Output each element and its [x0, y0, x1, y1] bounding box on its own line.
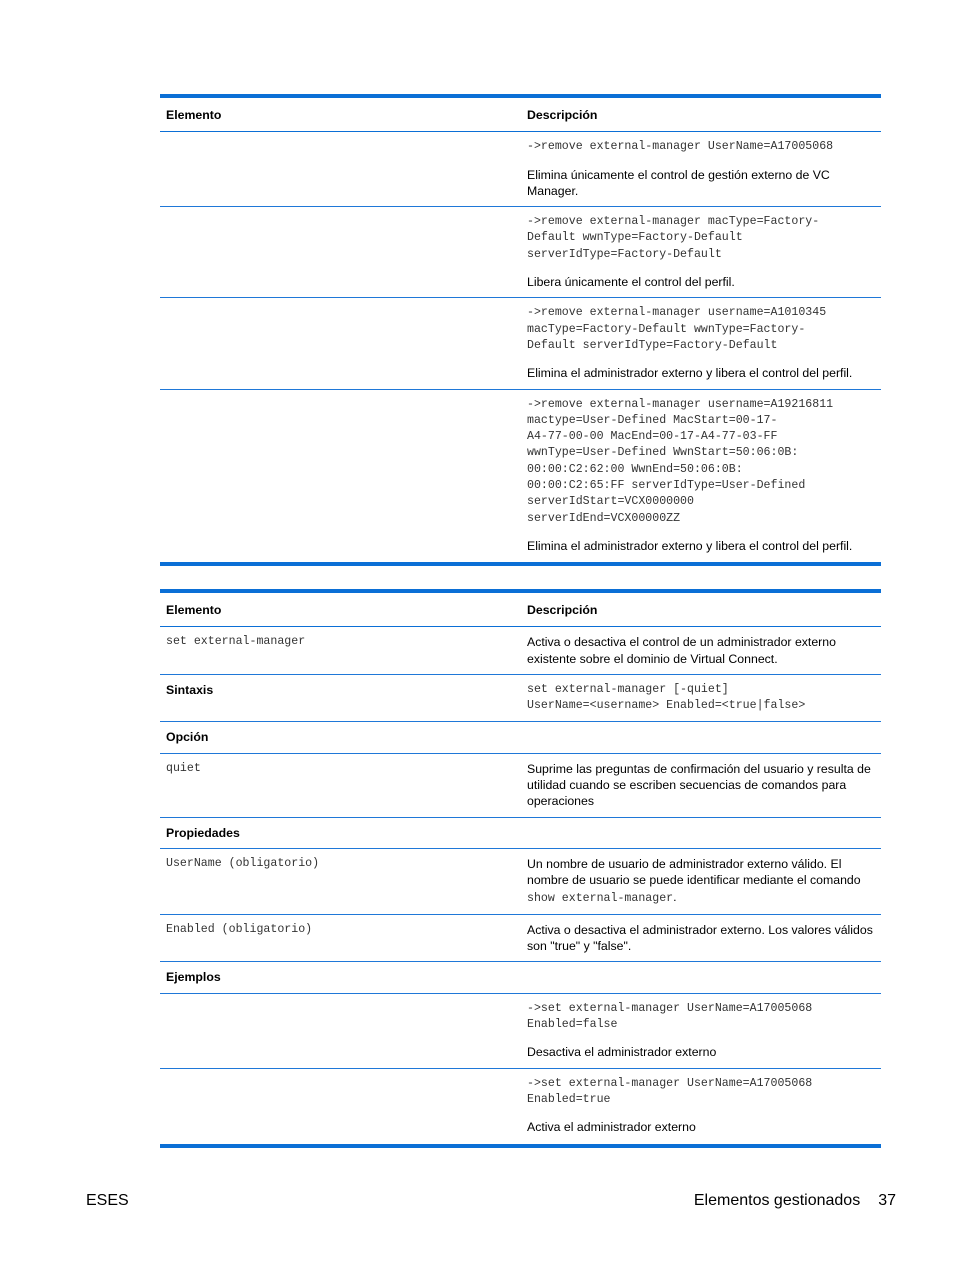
element-cell [160, 1068, 521, 1145]
empty-cell [521, 722, 881, 753]
header-elemento: Elemento [160, 96, 521, 132]
syntax-value: set external-manager [-quiet] UserName=<username> Enabled=<true|false> [521, 674, 881, 722]
description-cell [521, 993, 881, 1068]
table-row [160, 132, 881, 207]
table-row [160, 993, 881, 1068]
empty-cell [521, 817, 881, 848]
command-description: Activa el administrador externo [527, 1120, 696, 1135]
properties-heading-row [160, 817, 881, 848]
command-example: ->remove external-manager macType=Factory- Default wwnType=Factory-Default serverIdType=Factory-Default [527, 215, 820, 261]
command-name: set external-manager [160, 627, 521, 675]
enabled-property: Enabled (obligatorio) [160, 914, 521, 962]
username-property: UserName (obligatorio) [160, 848, 521, 914]
enabled-row [160, 914, 881, 962]
table-header-row [160, 96, 881, 132]
footer-page-info [694, 1191, 896, 1211]
enabled-description: Activa o desactiva el administrador externo. Los valores válidos son "true" y "false". [521, 914, 881, 962]
quiet-description: Suprime las preguntas de confirmación del usuario y resulta de utilidad cuando se escriben secuencias de comandos para operaciones [521, 753, 881, 817]
command-description: Elimina únicamente el control de gestión externo de VC Manager. [527, 167, 830, 198]
table-header-row [160, 591, 881, 627]
command-description: Elimina el administrador externo y libera el control del perfil. [527, 366, 853, 381]
header-elemento: Elemento [160, 591, 521, 627]
quiet-option: quiet [160, 753, 521, 817]
command-description: Elimina el administrador externo y libera el control del perfil. [527, 538, 853, 553]
element-cell [160, 389, 521, 564]
footer-language-code: ESES [86, 1192, 129, 1209]
description-cell [521, 132, 881, 207]
footer-section-title: Elementos gestionados [693, 1192, 861, 1209]
description-cell [521, 207, 881, 298]
table-row [160, 298, 881, 389]
examples-heading: Ejemplos [160, 962, 521, 993]
examples-heading-row [160, 962, 881, 993]
remove-examples-table [160, 94, 881, 566]
username-description-end: . [673, 889, 677, 904]
page-number: 37 [878, 1192, 896, 1209]
command-description: Libera únicamente el control del perfil. [527, 275, 735, 290]
description-cell [521, 389, 881, 564]
syntax-row [160, 674, 881, 722]
table-row [160, 389, 881, 564]
inline-command: show external-manager [527, 891, 674, 905]
description-cell [521, 1068, 881, 1145]
option-heading: Opción [160, 722, 521, 753]
username-row [160, 848, 881, 914]
quiet-row [160, 753, 881, 817]
header-descripcion: Descripción [521, 96, 881, 132]
table-row [160, 207, 881, 298]
element-cell [160, 298, 521, 389]
syntax-label: Sintaxis [160, 674, 521, 722]
username-description-text: Un nombre de usuario de administrador externo válido. El nombre de usuario se puede identificar mediante el comando [527, 856, 861, 888]
empty-cell [521, 962, 881, 993]
command-example: ->remove external-manager username=A1010345 macType=Factory-Default wwnType=Factory- Default serverIdType=Factory-Default [527, 306, 827, 352]
command-example: ->set external-manager UserName=A17005068 Enabled=true [527, 1076, 813, 1106]
header-descripcion: Descripción [521, 591, 881, 627]
element-cell [160, 993, 521, 1068]
properties-heading: Propiedades [160, 817, 521, 848]
command-example: ->set external-manager UserName=A17005068 Enabled=false [527, 1001, 813, 1032]
set-external-manager-table [160, 589, 881, 1148]
command-description: Activa o desactiva el control de un administrador externo existente sobre el dominio de Virtual Connect. [521, 627, 881, 675]
command-row [160, 627, 881, 675]
element-cell [160, 132, 521, 207]
command-example: ->remove external-manager username=A19216811 mactype=User-Defined MacStart=00-17- A4-77-00-00 MacEnd=00-17-A4-77-03-FF wwnType=User-Defined WwnStart=50:06:0B: 00:00:C2:62:00 WwnEnd=50:06:0B: 00:00:C2:65:FF serverIdType=User-Defined serverIdStart=VCX0000000 serverIdEnd=VCX00000ZZ [527, 397, 834, 525]
username-description [521, 848, 881, 914]
element-cell [160, 207, 521, 298]
table-row [160, 1068, 881, 1145]
option-heading-row [160, 722, 881, 753]
command-description: Desactiva el administrador externo [527, 1045, 717, 1060]
description-cell [521, 298, 881, 389]
command-example: ->remove external-manager UserName=A17005068 [527, 140, 834, 154]
